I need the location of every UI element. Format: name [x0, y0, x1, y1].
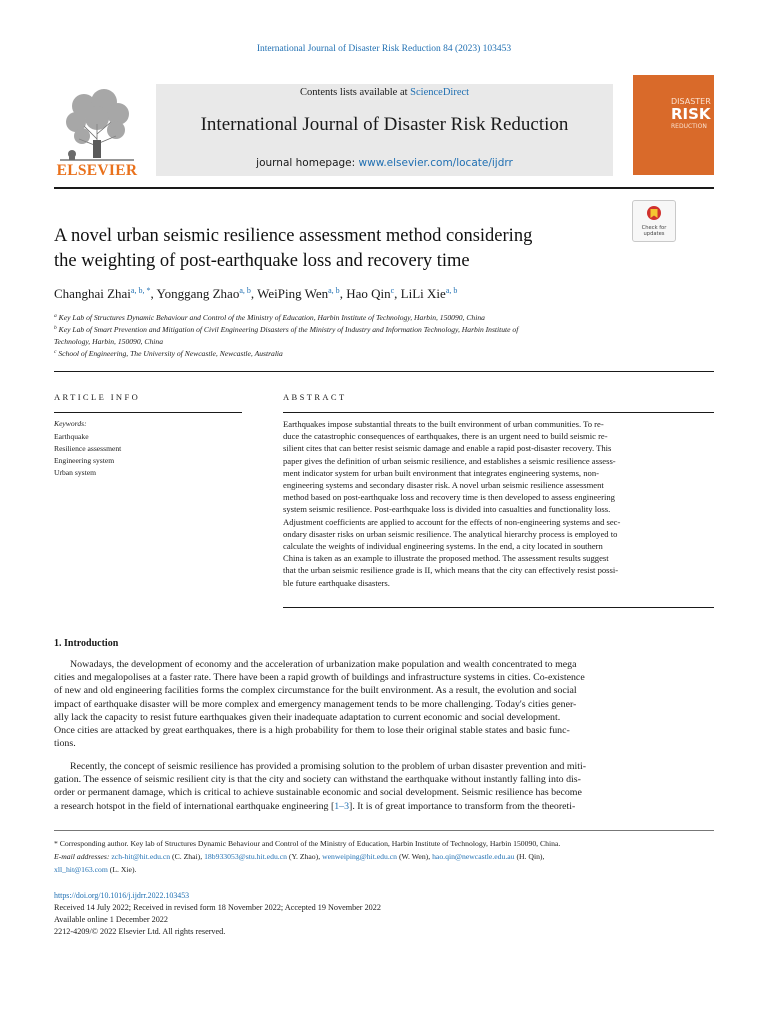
affiliation-b: [54, 322, 634, 348]
paragraph-line: order or permanent damage, which is critical to achieve sustainable economic and social development. Seismic resilience has become: [54, 787, 582, 799]
publisher-name: ELSEVIER: [56, 162, 138, 179]
intro-paragraph-2: [54, 760, 714, 813]
cover-line-3: REDUCTION: [671, 123, 707, 130]
journal-cover-image: [633, 75, 714, 175]
paragraph-line: ally lack the capacity to resist future earthquakes given their inadequate adaptation to current economic and social development.: [54, 711, 561, 723]
article-info-rule: [54, 412, 242, 413]
sciencedirect-link[interactable]: ScienceDirect: [410, 87, 470, 98]
abstract-line: ondary disaster risks on urban seismic resilience. The analytical hierarchy process is employed to: [283, 528, 618, 539]
intro-paragraph-1: [54, 658, 714, 750]
article-info-heading: ARTICLE INFO: [54, 392, 141, 402]
author-separator: ,: [250, 286, 258, 301]
available-online: Available online 1 December 2022: [54, 915, 168, 924]
affiliation-text: School of Engineering, The University of Newcastle, Newcastle, Australia: [58, 349, 283, 358]
email-owner: (L. Xie).: [107, 864, 137, 874]
copyright: 2212-4209/© 2022 Elsevier Ltd. All rights reserved.: [54, 927, 226, 936]
article-title: [54, 224, 614, 274]
affiliation-text: Key Lab of Structures Dynamic Behaviour and Control of the Ministry of Education, Harbin Institute of Technology, Harbin, 150090, China: [58, 313, 485, 322]
paragraph-text: a research hotspot in the field of international earthquake engineering [: [54, 800, 335, 812]
abstract-line: ble future earthquake disasters.: [283, 577, 390, 588]
paragraph-line: cities and megalopolises at a faster rate. There have been a rapid growth of buildings and infrastructure systems in cities. Co-existence: [54, 672, 585, 684]
author-affiliation-mark: c: [390, 286, 395, 295]
keyword-item: Urban system: [54, 468, 96, 477]
affiliation-text: Technology, Harbin, 150090, China: [54, 337, 163, 346]
email-link[interactable]: zch-hit@hit.edu.cn: [111, 852, 171, 861]
author-affiliation-mark: a, b: [239, 286, 251, 295]
introduction-heading: 1. Introduction: [54, 638, 119, 649]
abstract-line: method based on post-earthquake loss and recovery time is then developed to assess engineering: [283, 492, 615, 503]
check-updates-label: Check for updates: [641, 225, 667, 237]
keyword-item: Earthquake: [54, 432, 89, 441]
abstract-line: ment indicator system for urban built environment that integrates engineering systems, non-: [283, 467, 599, 478]
email-link[interactable]: xll_hit@163.com: [54, 864, 108, 874]
abstract-line: duce the catastrophic consequences of earthquakes, there is an urgent need to build seismic re-: [283, 431, 608, 442]
abstract-line: China is taken as an example to illustrate the proposed method. The assessment results suggest: [283, 553, 609, 564]
title-line-2: the weighting of post-earthquake loss and recovery time: [54, 251, 470, 271]
paragraph-line: impact of earthquake disaster will be more complex and emergency management tends to be more challenging. Today's cities gener-: [54, 698, 577, 710]
header-divider: [54, 187, 714, 189]
abstract-text: [283, 418, 714, 589]
check-updates-icon: [646, 205, 662, 223]
doi-link[interactable]: https://doi.org/10.1016/j.ijdrr.2022.103453: [54, 891, 190, 900]
author-affiliation-mark: a, b: [445, 286, 458, 295]
email-label: E-mail addresses:: [54, 852, 110, 861]
author-affiliation-mark: a, b: [328, 286, 340, 295]
abstract-line: that the urban seismic resilience grade is II, which means that the city can effectively resist possi-: [283, 565, 619, 576]
author-separator: ,: [150, 286, 157, 301]
contents-line: [156, 87, 613, 98]
affiliation-c: [54, 346, 614, 360]
author-name: Changhai Zhai: [54, 286, 131, 301]
abstract-line: Adjustment coefficients are applied to account for the effects of non-engineering systems and sec-: [283, 516, 621, 527]
author-name: LiLi Xie: [400, 286, 446, 301]
email-link[interactable]: 18b933053@stu.hit.edu.cn: [204, 852, 287, 861]
homepage-link[interactable]: www.elsevier.com/locate/ijdrr: [358, 157, 513, 169]
author-separator: ,: [339, 286, 347, 301]
abstract-rule: [283, 412, 714, 413]
corresponding-author-note: * Corresponding author. Key lab of Structures Dynamic Behaviour and Control of the Ministry of Education, Harbin Institute of Technology, Harbin 150090, China.: [54, 839, 561, 848]
received-dates: Received 14 July 2022; Received in revised form 18 November 2022; Accepted 19 November 2022: [54, 903, 381, 912]
abstract-line: calculate the weights of individual engineering systems. In the end, a city located in southern: [283, 541, 603, 552]
abstract-line: paper gives the definition of urban seismic resilience, and establishes a seismic resilience assess-: [283, 455, 616, 466]
email-addresses: [54, 851, 714, 876]
homepage-line: [156, 157, 613, 169]
paragraph-text: ]. It is of great importance to transform from the theoreti-: [349, 800, 576, 812]
email-link[interactable]: hao.qin@newcastle.edu.au: [432, 852, 515, 861]
section-divider: [54, 371, 714, 372]
abstract-bottom-rule: [283, 607, 714, 608]
email-link[interactable]: wenweiping@hit.edu.cn: [322, 852, 398, 861]
homepage-prefix: journal homepage:: [256, 157, 359, 169]
abstract-line: silient cites that can better resist seismic damage and enable a rapid post-disaster recovery. This: [283, 443, 612, 454]
cover-line-2: RISK: [671, 105, 711, 123]
author-name: Yonggang Zhao: [156, 286, 240, 301]
abstract-line: Earthquakes impose substantial threats to the built environment of urban communities. To re-: [283, 419, 604, 429]
affiliation-mark: a: [54, 313, 57, 319]
paragraph-line: Recently, the concept of seismic resilience has provided a promising solution to the problem of urban disaster prevention and miti-: [70, 761, 587, 772]
email-owner: (H. Qin),: [514, 852, 545, 861]
keywords-label: Keywords:: [54, 419, 87, 428]
paragraph-line: gation. The essence of seismic resilient city is that the city and society can withstand the earthquake without instantly falling into dis-: [54, 774, 581, 786]
footnote-rule: [54, 830, 714, 831]
check-for-updates-button[interactable]: [632, 200, 676, 242]
email-owner: (C. Zhai),: [170, 852, 205, 861]
abstract-line: engineering systems and secondary disaster risk. A novel urban seismic resilience assessment: [283, 480, 604, 491]
author-name: Hao Qin: [346, 286, 391, 301]
author-name: WeiPing Wen: [257, 286, 329, 301]
abstract-heading: ABSTRACT: [283, 392, 347, 402]
paragraph-line: Nowadays, the development of economy and the acceleration of urbanization make population and wealth concentrated to mega: [70, 659, 577, 670]
cover-line-1: DISASTER: [671, 97, 711, 106]
author-list: [54, 286, 714, 302]
paragraph-line: [54, 800, 714, 813]
author-separator: ,: [394, 286, 401, 301]
journal-citation[interactable]: International Journal of Disaster Risk Reduction 84 (2023) 103453: [256, 44, 512, 54]
paragraph-line: Once cities are attacked by great earthquakes, there is a high probability for them to lose their original stable states and basic func-: [54, 725, 570, 737]
journal-title: International Journal of Disaster Risk Reduction: [200, 114, 569, 135]
keyword-item: Resilience assessment: [54, 444, 122, 453]
keyword-item: Engineering system: [54, 456, 115, 465]
affiliation-text: Key Lab of Smart Prevention and Mitigation of Civil Engineering Disasters of the Ministry of Industry and Information Technology, Harbin Institute of: [58, 325, 519, 334]
abstract-line: system seismic resilience. Post-earthquake loss is divided into casualties and functionality loss.: [283, 504, 611, 515]
paragraph-line: of new and old engineering facilities forms the complex circumstance for the built environment. As a result, the evolution and social: [54, 685, 577, 697]
contents-prefix: Contents lists available at: [299, 87, 411, 98]
author-affiliation-mark: a, b, *: [130, 286, 151, 295]
affiliation-mark: c: [54, 349, 57, 355]
email-owner: (Y. Zhao),: [286, 852, 323, 861]
citation-ref-link[interactable]: 1–3: [334, 800, 350, 812]
title-line-1: A novel urban seismic resilience assessment method considering: [54, 226, 533, 246]
paragraph-line: tions.: [54, 738, 76, 750]
affiliation-mark: b: [54, 325, 57, 331]
email-owner: (W. Wen),: [397, 852, 433, 861]
